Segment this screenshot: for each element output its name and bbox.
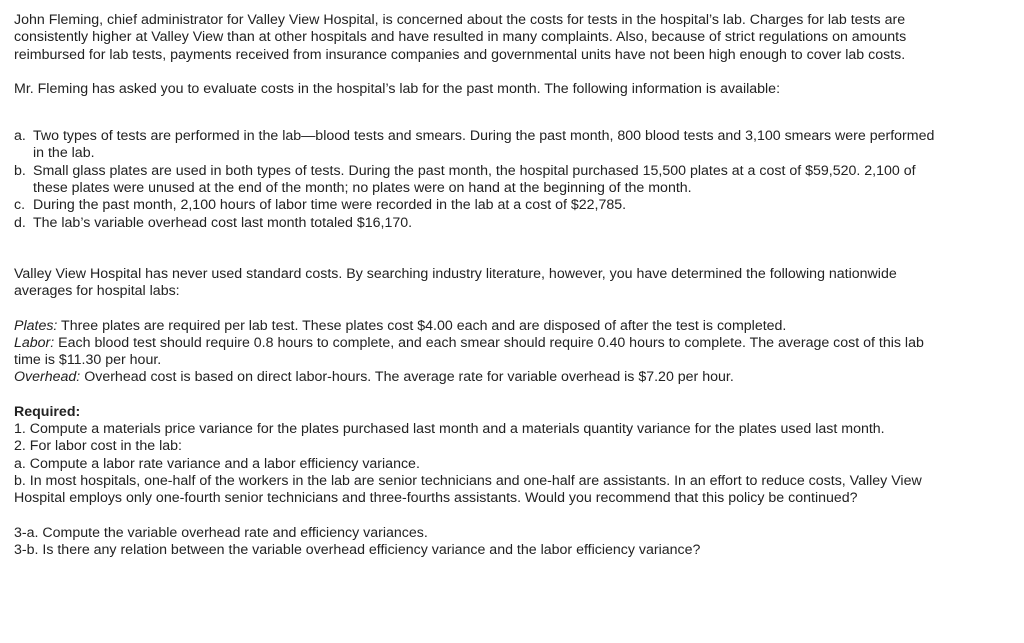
required-item: b. In most hospitals, one-half of the workers in the lab are senior technicians and one-half are assistants. In an effort to reduce costs, Valley View Hospital employs only one-fourth senior technicians and three-fourths assistants. Would you recommend that this policy be continued? bbox=[14, 472, 922, 507]
standard-label: Plates: bbox=[14, 317, 58, 334]
list-item bbox=[14, 163, 939, 198]
standard-text: Overhead cost is based on direct labor-hours. The average rate for variable overhead is $7.20 per hour. bbox=[80, 369, 734, 386]
required-item: 3-b. Is there any relation between the variable overhead efficiency variance and the labor efficiency variance? bbox=[14, 541, 701, 558]
standard-text: Each blood test should require 0.8 hours to complete, and each smear should require 0.40 hours to complete. The average cost of this lab time is $11.30 per hour. bbox=[14, 334, 924, 369]
list-item-text: During the past month, 2,100 hours of labor time were recorded in the lab at a cost of $22,785. bbox=[33, 197, 627, 214]
standard-plates bbox=[14, 318, 939, 335]
list-item bbox=[14, 197, 939, 214]
required-item: 3-a. Compute the variable overhead rate and efficiency variances. bbox=[14, 524, 428, 541]
standard-label: Labor: bbox=[14, 334, 55, 351]
list-marker: c. bbox=[14, 197, 26, 214]
required-item: a. Compute a labor rate variance and a labor efficiency variance. bbox=[14, 455, 420, 472]
required-item: 1. Compute a materials price variance for the plates purchased last month and a materials quantity variance for the plates used last month. bbox=[14, 421, 885, 438]
list-marker: d. bbox=[14, 214, 26, 231]
list-item-text: Two types of tests are performed in the lab—blood tests and smears. During the past month, 800 blood tests and 3,100 smears were performed in the lab. bbox=[33, 128, 935, 162]
standard-text: Three plates are required per lab test. These plates cost $4.00 each and are disposed of after the test is completed. bbox=[57, 317, 787, 334]
intro-paragraph-1: John Fleming, chief administrator for Valley View Hospital, is concerned about the costs for tests in the hospital’s lab. Charges for lab tests are consistently higher at Valley View than at other hospitals and have resulted in many complaints. Also, because of strict regulations on amounts reimbursed for lab tests, payments received from insurance companies and governmental units have not been high enough to cover lab costs. bbox=[14, 12, 907, 63]
required-item: 2. For labor cost in the lab: bbox=[14, 438, 182, 455]
standard-overhead bbox=[14, 369, 939, 386]
list-marker: b. bbox=[14, 162, 26, 179]
standard-label: Overhead: bbox=[14, 369, 81, 386]
standards-block bbox=[14, 318, 1004, 387]
list-item-text: Small glass plates are used in both types of tests. During the past month, the hospital purchased 15,500 plates at a cost of $59,520. 2,100 of these plates were unused at the end of the month; no plates were on hand at the beginning of the month. bbox=[33, 162, 916, 197]
list-item bbox=[14, 128, 939, 163]
list-item-text: The lab’s variable overhead cost last month totaled $16,170. bbox=[33, 214, 413, 231]
facts-list bbox=[14, 128, 939, 232]
required-heading: Required: bbox=[14, 403, 81, 420]
required-section bbox=[14, 404, 1004, 559]
intro-paragraph-2: Mr. Fleming has asked you to evaluate costs in the hospital’s lab for the past month. The following information is available: bbox=[14, 80, 781, 97]
list-item bbox=[14, 215, 939, 232]
standards-intro: Valley View Hospital has never used standard costs. By searching industry literature, however, you have determined the following nationwide averages for hospital labs: bbox=[14, 265, 897, 300]
list-marker: a. bbox=[14, 128, 26, 145]
standard-labor bbox=[14, 335, 939, 370]
